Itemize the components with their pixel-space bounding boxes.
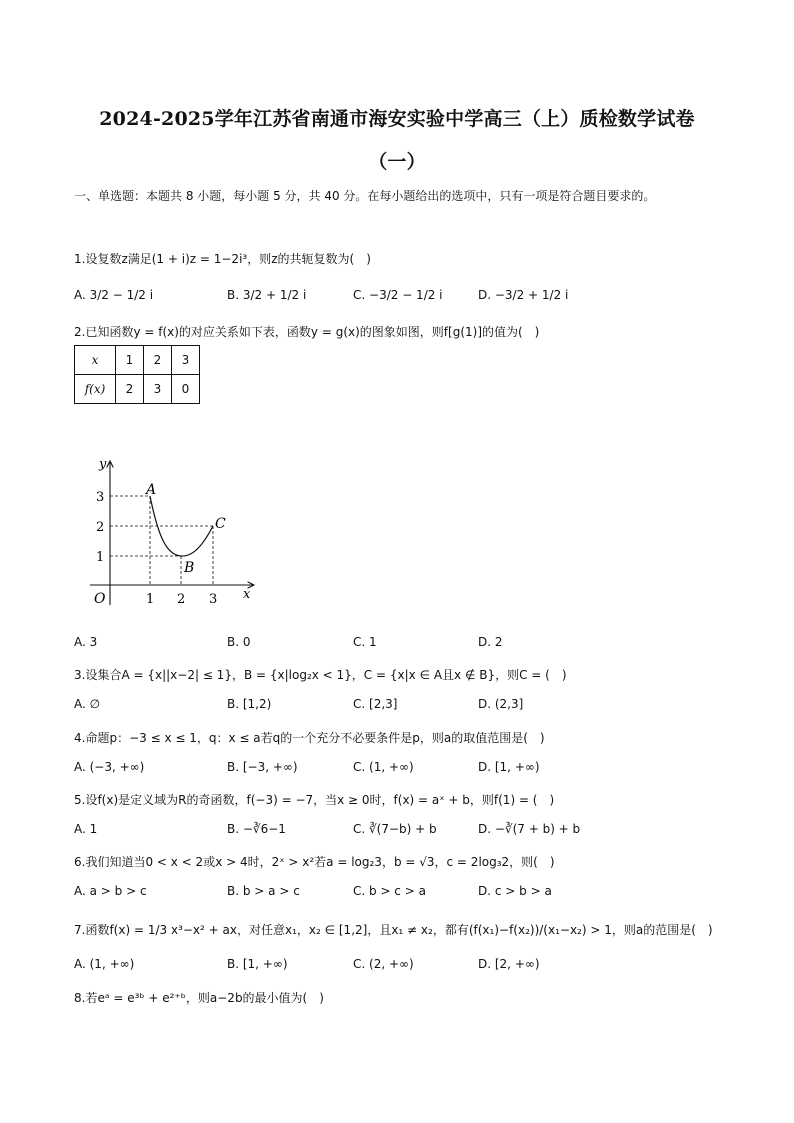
q6-option-d: D. c > b > a [478, 884, 552, 898]
y-tick-3: 3 [96, 490, 105, 505]
exam-title: 2024-2025学年江苏省南通市海安实验中学高三（上）质检数学试卷 [99, 108, 695, 130]
q5-option-c: C. ∛(7−b) + b [353, 822, 437, 836]
table-cell: f(x) [75, 375, 116, 404]
q6-option-c: C. b > c > a [353, 884, 426, 898]
q5-option-a: A. 1 [74, 822, 98, 836]
q3-option-b: B. [1,2) [227, 697, 272, 711]
q5-option-b: B. −∛6−1 [227, 822, 286, 836]
question-4: 4.命题p：−3 ≤ x ≤ 1，q：x ≤ a若q的一个充分不必要条件是p，则a的取值范围是( ) [74, 731, 545, 745]
x-tick-1: 1 [146, 592, 155, 607]
table-cell: 3 [172, 346, 200, 375]
question-5: 5.设f(x)是定义域为R的奇函数，f(−3) = −7，当x ≥ 0时，f(x) = aˣ + b，则f(1) = ( ) [74, 793, 555, 807]
table-cell: 3 [144, 375, 172, 404]
exam-title-suffix: （一） [368, 151, 426, 173]
question-7: 7.函数f(x) = 1/3 x³−x² + ax，对任意x₁，x₂ ∈ [1,2]，且x₁ ≠ x₂，都有(f(x₁)−f(x₂))/(x₁−x₂) > 1，则a的范围是( ) [74, 923, 713, 937]
q5-option-d: D. −∛(7 + b) + b [478, 822, 581, 836]
q7-option-a: A. (1, +∞) [74, 957, 135, 971]
q7-option-c: C. (2, +∞) [353, 957, 414, 971]
q6-option-b: B. b > a > c [227, 884, 300, 898]
question-8: 8.若eᵃ = e³ᵇ + e²⁺ᵇ，则a−2b的最小值为( ) [74, 991, 324, 1005]
q7-option-b: B. [1, +∞) [227, 957, 288, 971]
q7-option-d: D. [2, +∞) [478, 957, 540, 971]
point-label-b: B [184, 560, 195, 576]
q1-option-b: B. 3/2 + 1/2 i [227, 288, 307, 302]
section-header: 一、单选题：本题共 8 小题，每小题 5 分，共 40 分。在每小题给出的选项中，只有一项是符合题目要求的。 [74, 189, 656, 203]
table-cell: 2 [144, 346, 172, 375]
question-3: 3.设集合A = {x||x−2| ≤ 1}，B = {x|log₂x < 1}，C = {x|x ∈ A且x ∉ B}，则C = ( ) [74, 668, 567, 682]
x-tick-3: 3 [209, 592, 218, 607]
q6-option-a: A. a > b > c [74, 884, 147, 898]
table-cell: 2 [116, 375, 144, 404]
question-1: 1.设复数z满足(1 + i)z = 1−2i³，则z的共轭复数为( ) [74, 252, 371, 266]
q3-option-d: D. (2,3] [478, 697, 524, 711]
question-2: 2.已知函数y = f(x)的对应关系如下表，函数y = g(x)的图象如图，则f[g(1)]的值为( ) [74, 325, 540, 339]
table-cell: 0 [172, 375, 200, 404]
q2-option-b: B. 0 [227, 635, 251, 649]
x-tick-2: 2 [177, 592, 186, 607]
q1-option-c: C. −3/2 − 1/2 i [353, 288, 443, 302]
table-cell: x [75, 346, 116, 375]
function-table [74, 345, 200, 404]
y-tick-1: 1 [96, 550, 105, 565]
q2-option-c: C. 1 [353, 635, 377, 649]
y-tick-2: 2 [96, 520, 105, 535]
axis-label-y: y [99, 457, 107, 472]
question-6: 6.我们知道当0 < x < 2或x > 4时，2ˣ > x²若a = log₂3，b = √3，c = 2log₃2，则( ) [74, 855, 555, 869]
q2-option-a: A. 3 [74, 635, 98, 649]
q1-option-a: A. 3/2 − 1/2 i [74, 288, 154, 302]
axis-label-x: x [243, 587, 251, 602]
point-label-a: A [146, 482, 157, 498]
q4-option-a: A. (−3, +∞) [74, 760, 145, 774]
point-label-c: C [215, 516, 226, 532]
q3-option-c: C. [2,3] [353, 697, 398, 711]
q4-option-c: C. (1, +∞) [353, 760, 414, 774]
q4-option-d: D. [1, +∞) [478, 760, 540, 774]
origin-label: O [94, 591, 106, 607]
q1-option-d: D. −3/2 + 1/2 i [478, 288, 569, 302]
q4-option-b: B. [−3, +∞) [227, 760, 298, 774]
function-graph [86, 455, 266, 615]
table-cell: 1 [116, 346, 144, 375]
q3-option-a: A. ∅ [74, 697, 101, 711]
q2-option-d: D. 2 [478, 635, 503, 649]
